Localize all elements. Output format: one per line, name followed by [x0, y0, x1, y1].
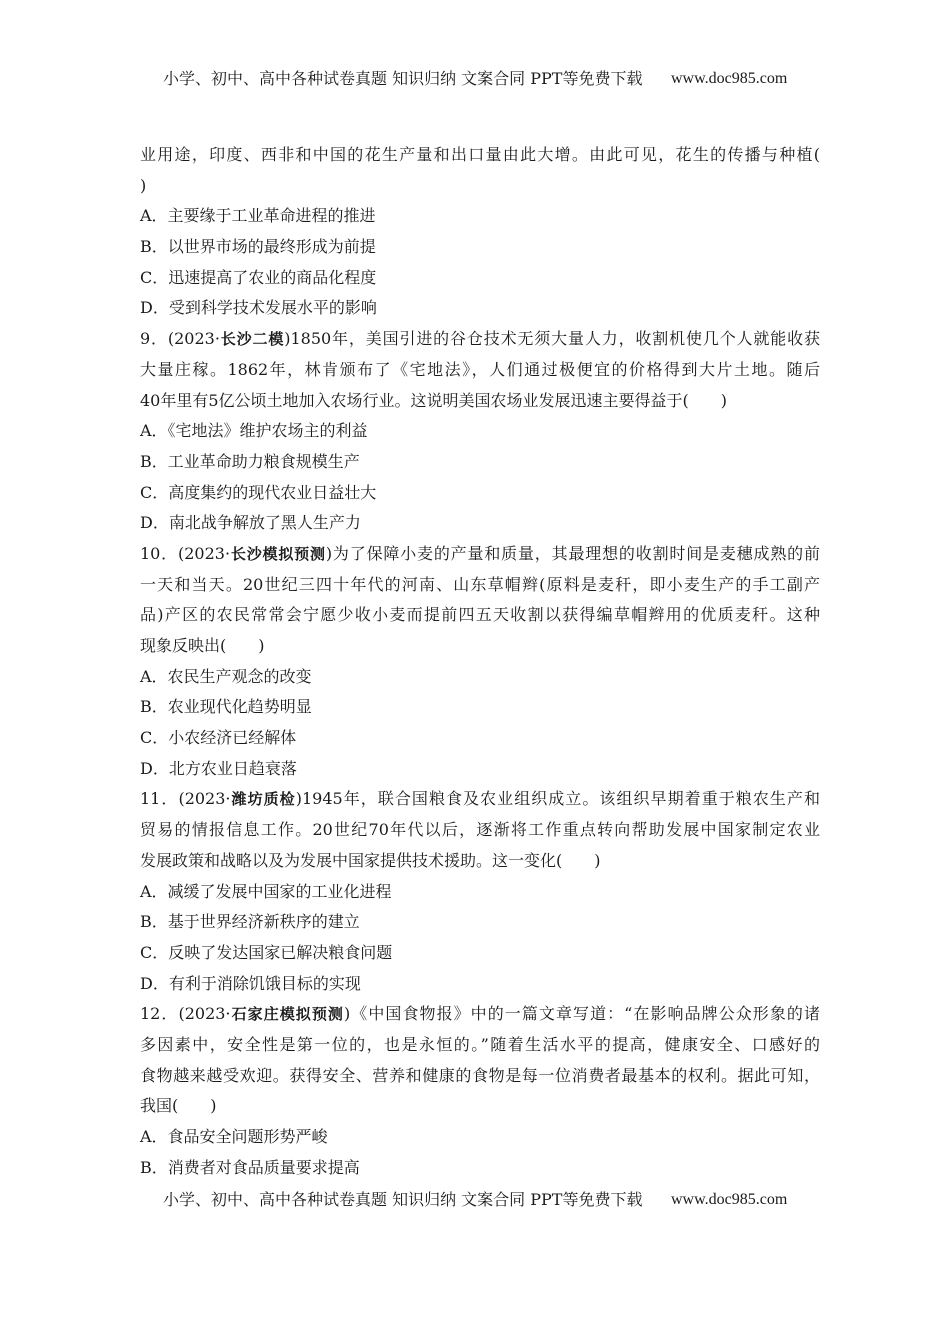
option-a: A．主要缘于工业革命进程的推进	[140, 206, 376, 226]
question-stem-line: 食物越来越受欢迎。获得安全、营养和健康的食物是每一位消费者最基本的权利。据此可知，	[140, 1065, 820, 1085]
footer-text: 小学、初中、高中各种试卷真题 知识归纳 文案合同 PPT等免费下载	[163, 1190, 643, 1209]
question-stem-line: 我国( )	[140, 1096, 217, 1116]
question-stem-line: 发展政策和战略以及为发展中国家提供技术援助。这一变化( )	[140, 850, 601, 870]
question-number: 10．(2023·	[140, 543, 231, 563]
question-stem-line: 业用途，印度、西非和中国的花生产量和出口量由此大增。由此可见，花生的传播与种植(	[140, 145, 820, 164]
question-stem-line: 11．(2023·潍坊质检)1945年，联合国粮食及农业组织成立。该组织早期着重于粮农生产和	[140, 789, 820, 809]
header-url[interactable]: www.doc985.com	[671, 70, 788, 87]
option-d: D．受到科学技术发展水平的影响	[140, 298, 377, 318]
question-source: 潍坊质检	[230, 790, 296, 809]
question-stem-line: 品)产区的农民常常会宁愿少收小麦而提前四五天收割以获得编草帽辫用的优质麦秆。这种	[140, 605, 820, 625]
question-source: 长沙二模	[219, 330, 285, 349]
question-12	[140, 999, 820, 1183]
question-number: 11．(2023·	[140, 789, 231, 809]
option-a: A．农民生产观念的改变	[140, 666, 312, 686]
question-11	[140, 784, 820, 999]
question-stem-line: 10．(2023·长沙模拟预测)为了保障小麦的产量和质量，其最理想的收割时间是麦穗成熟的前	[140, 543, 820, 563]
question-9	[140, 324, 820, 539]
question-text: 1945年，联合国粮食及农业组织成立。该组织早期着重于粮农生产和	[301, 789, 820, 809]
option-a: A．《宅地法》维护农场主的利益	[140, 421, 368, 441]
question-source: 长沙模拟预测	[230, 544, 326, 563]
question-text: 《中国食物报》中的一篇文章写道：“在影响品牌公众形象的诸	[350, 1004, 820, 1024]
option-c: C．小农经济已经解体	[140, 728, 297, 748]
option-b: B．消费者对食品质量要求提高	[140, 1157, 360, 1177]
option-b: B．农业现代化趋势明显	[140, 697, 312, 717]
header-text: 小学、初中、高中各种试卷真题 知识归纳 文案合同 PPT等免费下载	[163, 69, 643, 88]
question-stem-line: 9．(2023·长沙二模)1850年，美国引进的谷仓技术无须大量人力，收割机使几个人就能收获	[140, 329, 820, 349]
question-text: 为了保障小麦的产量和质量，其最理想的收割时间是麦穗成熟的前	[332, 543, 820, 563]
option-a: A．减缓了发展中国家的工业化进程	[140, 881, 392, 901]
question-stem-line: 40年里有5亿公顷土地加入农场行业。这说明美国农场业发展迅速主要得益于( )	[140, 390, 728, 410]
option-d: D．有利于消除饥饿目标的实现	[140, 973, 361, 993]
option-b: B．基于世界经济新秩序的建立	[140, 912, 360, 932]
option-c: C．高度集约的现代农业日益壮大	[140, 482, 377, 502]
option-a: A．食品安全问题形势严峻	[140, 1127, 328, 1146]
question-8	[140, 140, 820, 324]
question-number: 12．(2023·	[140, 1004, 231, 1024]
question-10	[140, 539, 820, 785]
question-stem-line: 多因素中，安全性是第一位的，也是永恒的。”随着生活水平的提高，健康安全、口感好的	[140, 1034, 820, 1054]
question-stem-line: 大量庄稼。1862年，林肯颁布了《宅地法》，人们通过极便宜的价格得到大片土地。随后	[140, 359, 820, 379]
option-b: B．工业革命助力粮食规模生产	[140, 451, 360, 471]
question-source: 石家庄模拟预测	[230, 1005, 344, 1024]
option-d: D．北方农业日趋衰落	[140, 758, 297, 778]
question-stem-line: 一天和当天。20世纪三四十年代的河南、山东草帽辫(原料是麦秆，即小麦生产的手工副产	[140, 574, 820, 594]
question-text: 1850年，美国引进的谷仓技术无须大量人力，收割机使几个人就能收获	[290, 329, 820, 349]
option-c: C．迅速提高了农业的商品化程度	[140, 267, 377, 287]
question-stem-line: 贸易的情报信息工作。20世纪70年代以后，逐渐将工作重点转向帮助发展中国家制定农业	[140, 820, 820, 840]
option-c: C．反映了发达国家已解决粮食问题	[140, 942, 393, 962]
question-number: 9．(2023·	[140, 329, 220, 349]
footer-url[interactable]: www.doc985.com	[671, 1191, 788, 1208]
question-stem-line: )	[140, 175, 147, 195]
question-content	[140, 140, 820, 1183]
option-b: B．以世界市场的最终形成为前提	[140, 237, 376, 257]
question-stem-line: 现象反映出( )	[140, 636, 265, 655]
question-stem-line: 12．(2023·石家庄模拟预测)《中国食物报》中的一篇文章写道：“在影响品牌公众形象的诸	[140, 1004, 820, 1024]
option-d: D．南北战争解放了黑人生产力	[140, 513, 361, 533]
